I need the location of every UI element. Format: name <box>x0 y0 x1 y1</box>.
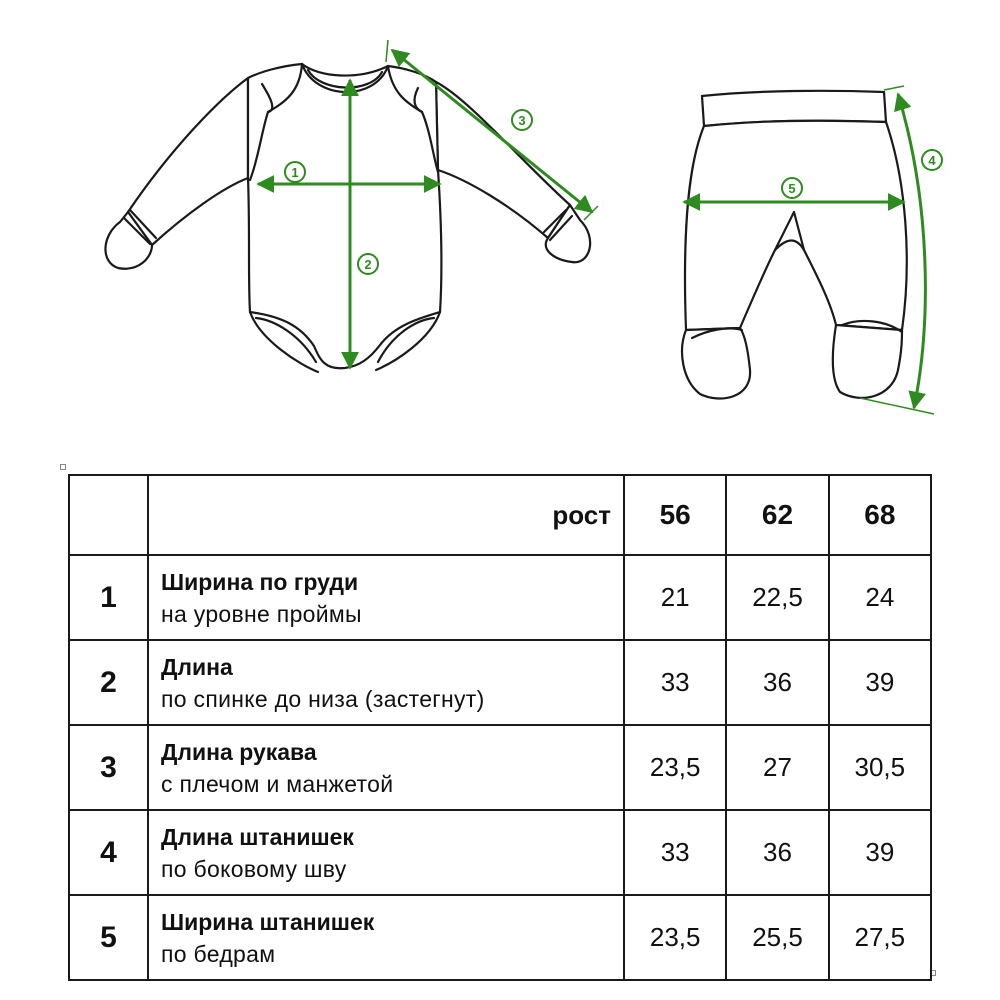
pants-drawing <box>682 91 907 399</box>
badge-3 <box>512 110 532 130</box>
row-label <box>148 640 624 725</box>
row-value: 27,5 <box>829 895 931 980</box>
header-empty-cell <box>69 475 148 555</box>
row-value: 27 <box>726 725 828 810</box>
svg-text:4: 4 <box>928 153 936 168</box>
row-subtitle: по боковому шву <box>161 855 347 882</box>
row-value: 23,5 <box>624 725 726 810</box>
row-value: 23,5 <box>624 895 726 980</box>
row-number: 5 <box>69 895 148 980</box>
table-row <box>69 640 931 725</box>
header-size-62: 62 <box>726 475 828 555</box>
row-number: 4 <box>69 810 148 895</box>
row-label <box>148 895 624 980</box>
table-row <box>69 555 931 640</box>
header-size-68: 68 <box>829 475 931 555</box>
row-title: Длина <box>161 653 233 680</box>
svg-text:5: 5 <box>788 181 796 196</box>
row-subtitle: по бедрам <box>161 940 276 967</box>
row-title: Длина штанишек <box>161 823 354 850</box>
table-row <box>69 725 931 810</box>
row-value: 33 <box>624 640 726 725</box>
row-value: 22,5 <box>726 555 828 640</box>
row-subtitle: по спинке до низа (застегнут) <box>161 685 485 712</box>
table-handle-top-left <box>60 464 66 470</box>
row-value: 25,5 <box>726 895 828 980</box>
svg-text:2: 2 <box>364 257 372 272</box>
row-value: 39 <box>829 640 931 725</box>
svg-text:3: 3 <box>518 113 526 128</box>
row-title: Длина рукава <box>161 738 317 765</box>
row-value: 36 <box>726 810 828 895</box>
header-size-56: 56 <box>624 475 726 555</box>
row-title: Ширина по груди <box>161 568 359 595</box>
row-title: Ширина штанишек <box>161 908 375 935</box>
table-row <box>69 810 931 895</box>
row-label <box>148 555 624 640</box>
row-number: 3 <box>69 725 148 810</box>
row-value: 36 <box>726 640 828 725</box>
row-number: 2 <box>69 640 148 725</box>
row-value: 24 <box>829 555 931 640</box>
row-value: 30,5 <box>829 725 931 810</box>
row-value: 39 <box>829 810 931 895</box>
size-table <box>68 474 932 981</box>
badge-1 <box>285 162 305 182</box>
row-subtitle: с плечом и манжетой <box>161 770 394 797</box>
badge-5 <box>782 178 802 198</box>
row-value: 21 <box>624 555 726 640</box>
badge-4 <box>922 150 942 170</box>
row-value: 33 <box>624 810 726 895</box>
table-header-row <box>69 475 931 555</box>
table-row <box>69 895 931 980</box>
svg-text:1: 1 <box>291 165 299 180</box>
row-subtitle: на уровне проймы <box>161 600 362 627</box>
row-label <box>148 810 624 895</box>
badge-2 <box>358 254 378 274</box>
row-label <box>148 725 624 810</box>
row-number: 1 <box>69 555 148 640</box>
measurement-diagram <box>0 0 1000 440</box>
header-label: рост <box>148 475 624 555</box>
